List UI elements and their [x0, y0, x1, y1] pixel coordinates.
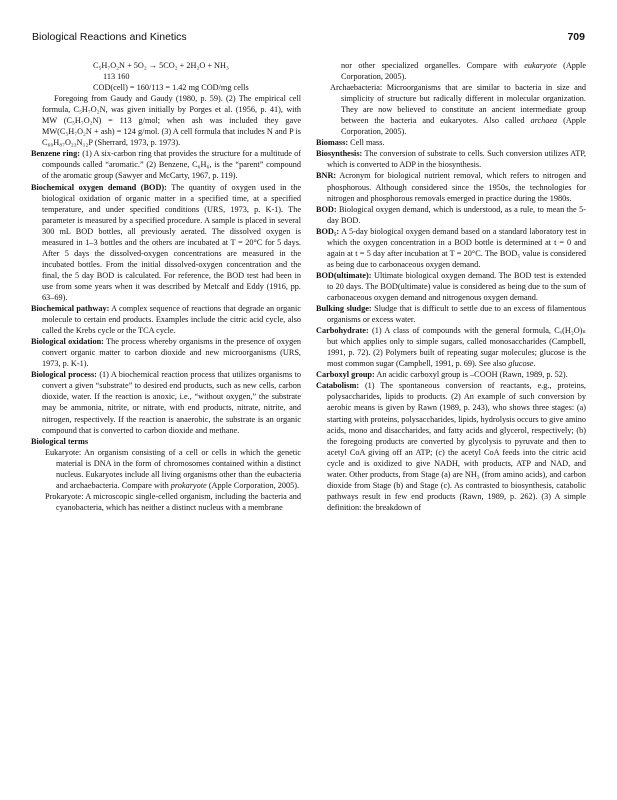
running-header [32, 31, 585, 45]
text-paragraph [31, 71, 301, 82]
entry-term: Carbohydrate: [316, 326, 369, 336]
italic-reference: archaea [530, 116, 558, 126]
entry-term: BOD₅: [316, 226, 340, 236]
entry-text: Biological oxygen demand, which is understood, as a rule, to mean the 5-day BOD. [327, 204, 586, 225]
entry-term: Benzene ring: [31, 149, 80, 159]
entry-text: (1) A six-carbon ring that provides the structure for a multitude of compounds called “aromatic.” (2) Benzene, C₆H₆, is the “parent” compound of the aromatic group (Sawyer and McCarty, 1967, p. 119). [42, 149, 302, 181]
right-column [316, 60, 586, 513]
italic-reference: prokaryote [170, 480, 207, 490]
entry-text: Acronym for biological nutrient removal, which refers to nitrogen and phosphorous. Although considered since the 1950s, the technologies for nitrogen and phosphorous removals emerged in practice during the 1980s. [327, 171, 586, 203]
entry-text: COD(cell) = 160/113 = 1.42 mg COD/mg cells [93, 83, 249, 93]
entry-text: Archaebacteria: Microorganisms that are similar to bacteria in size and simplicity of structure but radically different in molecular organization. They are now believed to constitute an ancient intermediate group between the bacteria and eukaryotes. Also called [330, 83, 586, 126]
glossary-entry [31, 303, 301, 336]
entry-text: The conversion of substrate to cells. Such conversion utilizes ATP, which is converted to ADP in the biosynthesis. [327, 149, 586, 170]
glossary-entry [316, 204, 586, 226]
entry-text-tail: (Apple Corporation, 2005). [206, 480, 300, 490]
text-paragraph [316, 60, 586, 82]
entry-term: Biological terms [31, 436, 89, 446]
glossary-entry [316, 325, 586, 369]
entry-text: (1) A biochemical reaction process that utilizes organisms to convert a given “substrate” to desired end products, such as new cells, carbon dioxide, water. If the reaction is anoxic, i.e., “without oxygen,” the substrate may be ammonia, nitrite, or nitrate, with end products, nitrate, nitrite, and nitrogen, respectively. If the reaction is anaerobic, the substrate is an organic compound that is converted to carbon dioxide and methane. [42, 370, 301, 435]
left-column [31, 60, 301, 513]
entry-term: BOD: [316, 204, 337, 214]
entry-text: Prokaryote: A microscopic single-celled organism, including the bacteria and cyanobacteria, which has neither a distinct nucleus with a membrane [45, 491, 301, 512]
entry-text: Sludge that is difficult to settle due to an excess of filamentous organisms or excess water. [327, 304, 586, 325]
entry-term: Biological oxidation: [31, 337, 104, 347]
entry-term: Bulking sludge: [316, 304, 372, 314]
text-paragraph [316, 82, 586, 137]
entry-term: Biological process: [31, 370, 97, 380]
entry-text: The process whereby organisms in the presence of oxygen convert organic matter to carbon dioxide and new microorganisms (URS, 1973, p. K-1). [42, 337, 301, 369]
italic-reference: eukaryote [524, 61, 557, 70]
entry-term: BNR: [316, 171, 337, 181]
entry-text: An acidic carboxyl group is –COOH (Rawn, 1989, p. 52). [374, 370, 568, 380]
text-paragraph [31, 82, 301, 93]
entry-term: Biochemical oxygen demand (BOD): [31, 182, 167, 192]
entry-text: Eukaryote: An organism consisting of a cell or cells in which the genetic material is DNA in the form of chromosomes contained within a distinct nucleus. Eukaryotes include all living organisms other than the eubacteria and archaebacteria. Compare with [45, 447, 301, 490]
entry-term: Biochemical pathway: [31, 304, 110, 314]
glossary-entry [31, 336, 301, 369]
text-paragraph [31, 93, 301, 148]
entry-text: (1) The spontaneous conversion of reactants, e.g., proteins, polysaccharides, lipids to products. (2) An example of such conversion by aerobic means is given by Rawn (1989, p. 243), who shows three stages: (a) starting with proteins, polysaccharides, lipids, hydrolysis occurs to give amino acids, mono and disaccharides, and fatty acids and glycerol, respectively; (b) the foregoing products are converted by glycolysis to pyruvate and then to acetyl CoA giving off an ATP; (c) the acetyl CoA feeds into the citric acid cycle and is oxidized to give NADH, with products, ATP and NAD, and water. Other products, from Stage (a) are NH₃ (from amino acids), and carbon dioxide from Stage (b) and Stage (c). As contrasted to biosynthesis, catabolic pathways result in few end products (Rawn, 1989, p. 262). (3) A simple definition: the breakdown of [327, 381, 586, 512]
header-title: Biological Reactions and Kinetics [32, 31, 187, 43]
glossary-entry [316, 148, 586, 170]
entry-term: Catabolism: [316, 381, 360, 391]
entry-term: BOD(ultimate): [316, 270, 372, 280]
glossary-entry [31, 436, 301, 447]
entry-text-tail: . [533, 359, 536, 369]
entry-text: A 5-day biological oxygen demand based on a standard laboratory test in which the oxygen concentration in a BOD bottle is determined at t = 0 and again at t = 5 day after incubation at T = 20°C. The BOD₅ value is considered as being due to carbonaceous oxygen demand. [327, 226, 586, 269]
entry-term: Biosynthesis: [316, 149, 363, 159]
entry-term: Biomass: [316, 138, 349, 148]
glossary-entry [316, 380, 586, 513]
glossary-entry [316, 270, 586, 303]
entry-text: Ultimate biological oxygen demand. The BOD test is extended to 20 days. The BOD(ultimate) value is considered as being due to the sum of carbonaceous oxygen demand and nitrogenous oxygen demand. [327, 270, 586, 302]
entry-text: The quantity of oxygen used in the biological oxidation of organic matter in a specified time, at a specified temperature, and under specified conditions (URS, 1973, p. K-1). The parameter is measured by a specified procedure. A sample is placed in several 300 mL BOD bottles, all previously aerated. The dissolved oxygen is measured in 1–3 bottles and the others are incubated at T = 20°C for 5 days. After 5 days the dissolved-oxygen concentrations are measured in the incubated bottles. From the initial dissolved-oxygen concentration and the final, the 5 day BOD is calculated. For reference, the BOD test had been in use from some years when it was described by Metcalf and Eddy (1916, pp. 63–69). [42, 182, 301, 302]
entry-term: Carboxyl group: [316, 370, 375, 380]
page-number: 709 [567, 31, 585, 43]
entry-text: Foregoing from Gaudy and Gaudy (1980, p. 59). (2) The empirical cell formula, C₅H₇O₂N, was given initially by Porges et al. (1956, p. 41), with MW (C₅H₇O₂N) = 113 g/mol; when ash was included they gave MW(C₅H₇O₂N + ash) = 124 g/mol. (3) A cell formula that includes N and P is C₆₀H₈₇O₂₃N₁₂P (Sherrard, 1973, p. 1973). [42, 94, 301, 148]
glossary-entry [31, 182, 301, 304]
entry-text-tail: (Apple Corporation, 2005). [341, 61, 586, 82]
glossary-entry [316, 137, 586, 148]
glossary-entry [316, 369, 586, 380]
italic-reference: glucose [508, 359, 534, 369]
entry-text: C₅H₇O₂N + 5O₂ → 5CO₂ + 2H₂O + NH₃ [93, 61, 229, 70]
text-paragraph [31, 60, 301, 71]
text-paragraph [31, 491, 301, 513]
glossary-entry [316, 170, 586, 203]
glossary-entry [316, 303, 586, 325]
entry-text: A complex sequence of reactions that degrade an organic molecule to certain end products. Examples include the citric acid cycle, also called the Krebs cycle or the TCA cycle. [42, 304, 301, 336]
glossary-entry [31, 369, 301, 435]
text-paragraph [31, 447, 301, 491]
glossary-entry [316, 226, 586, 270]
entry-text-tail: (Apple Corporation, 2005). [341, 116, 586, 137]
glossary-entry [31, 148, 301, 181]
entry-text: 113 160 [103, 72, 130, 82]
entry-text: nor other specialized organelles. Compare with [341, 61, 525, 70]
entry-text: Cell mass. [348, 138, 385, 148]
entry-text: (1) A class of compounds with the general formula, Cₓ(H₂O)ₙ but which applies only to simple sugars, called monosaccharides (Campbell, 1991, p. 72). (2) Polymers built of repeating sugar molecules; glucose is the most common sugar (Campbell, 1991, p. 69). See also [327, 326, 586, 369]
